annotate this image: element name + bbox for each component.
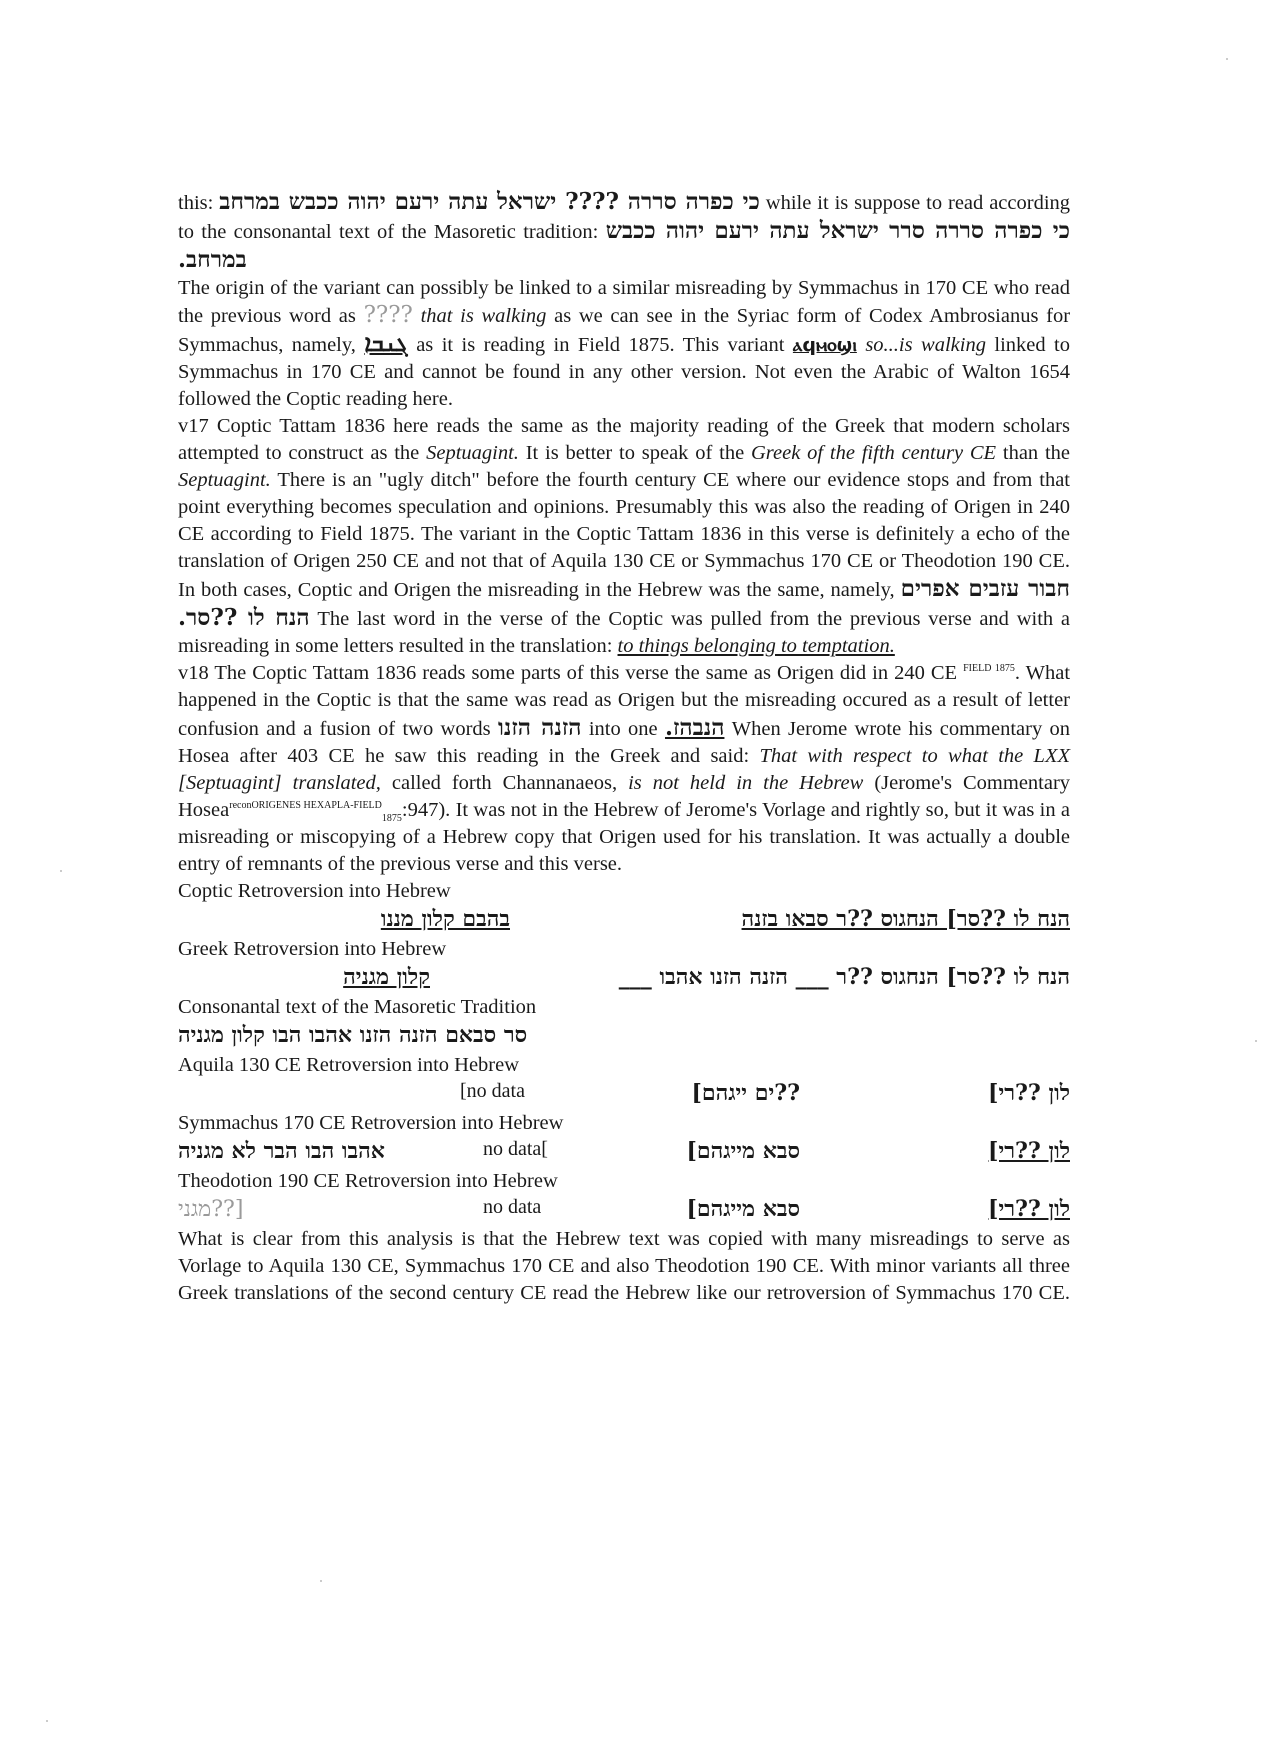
scan-speck — [320, 1580, 322, 1582]
aquila-mid: ??ים ייגהם] — [691, 1080, 800, 1106]
field-superscript: FIELD 1875 — [963, 663, 1015, 675]
paragraph-v17 — [178, 413, 1070, 660]
v17-text-3: than the — [1002, 442, 1071, 464]
symmachus-mid: סבא מייגהם] — [686, 1138, 800, 1164]
jerome-quote-1: That with respect to what the LXX [Septuagint] translated, — [178, 745, 1071, 794]
mt-label: Consonantal text of the Masoretic Tradition — [178, 996, 537, 1018]
greek-retro-label: Greek Retroversion into Hebrew — [178, 938, 447, 960]
symmachus-nodata: no data[ — [483, 1138, 548, 1160]
theodotion-nodata: no data — [483, 1196, 542, 1218]
scan-speck — [1255, 1040, 1257, 1042]
symmachus-label: Symmachus 170 CE Retroversion into Hebrew — [178, 1112, 564, 1134]
mt-text: סר סבאם הזנה הזנו אהבו הבו קלון מגניה — [178, 1022, 528, 1048]
theodotion-right: לון ??רי] — [988, 1196, 1070, 1222]
hebrew-walking: ???? — [363, 302, 413, 328]
theodotion-label: Theodotion 190 CE Retroversion into Hebrew — [178, 1170, 558, 1192]
coptic-retro-right: הנח לו ??סר] הנחגוס ??ר סבאו בזנה — [741, 906, 1070, 932]
aquila-label: Aquila 130 CE Retroversion into Hebrew — [178, 1054, 520, 1076]
syriac-word: ܓܢܒܐ — [364, 330, 408, 357]
greek-fifth-century: Greek of the fifth century CE — [751, 442, 997, 464]
v17-hebrew: חבור עזבים אפרים הנח לו ??סר. — [178, 575, 1071, 631]
aquila-nodata: [no data — [460, 1080, 525, 1102]
scan-speck — [1226, 58, 1228, 60]
greek-retro-right: הנח לו ??סר] הנחגוס ??ר ___ הזנה הזנו אהבו ___ — [618, 964, 1070, 990]
tradition-label: tradition: — [523, 221, 599, 243]
coptic-retro-row — [178, 904, 1070, 936]
greek-retro-left: קלון מגניה — [343, 964, 430, 990]
symmachus-left: אהבו הבו הבר לא מגניה — [178, 1138, 385, 1164]
so-walking-italic: so...is walking — [865, 334, 986, 356]
origin-text-2: as we can see in the Syriac form of Codex Ambrosianus for Symmachus, namely, — [178, 305, 1071, 356]
scan-speck — [46, 1720, 48, 1722]
v17-text-5: The last word in the verse of the Coptic was pulled from the previous verse and with a misreading in some letters resulted in the translation: — [178, 608, 1071, 657]
v18-text-6: (Jerome's Commentary Hosea — [178, 772, 1071, 821]
theodotion-left: [??מגני — [178, 1197, 244, 1222]
origin-text-3: as it is reading in Field 1875. This variant — [416, 334, 785, 356]
coptic-word: ⲁϥⲙⲟϣⲓ — [792, 334, 857, 356]
hebrew-variant-line: כי כפרה סררה ???? ישראל עתה ירעם יהוה ככבש במרחב — [219, 188, 760, 215]
theodotion-row — [178, 1194, 1070, 1226]
v18-text-7: :947). It was not in the Hebrew of Jerome's Vorlage and rightly so, but it was in a misreading or miscopying of a Hebrew copy that Origen used for his translation. It was actually a double entry of remnants of the previous verse and this verse. — [178, 799, 1070, 875]
coptic-retro-left: בהבם קלון מננו — [380, 906, 510, 932]
v18-text-4: When Jerome wrote his commentary on Hosea after 403 CE he saw this reading in the Greek and said: — [178, 718, 1071, 767]
line-masoretic-intro: while it is suppose to read according to the consonantal text of the Masoretic — [178, 192, 1071, 243]
this-label: this: — [178, 192, 214, 214]
paragraph-this — [178, 188, 1070, 275]
v17-text-1: v17 Coptic Tattam 1836 here reads the same as the majority reading of the Greek that modern scholars attempted to construct as the — [178, 415, 1070, 464]
v17-text-4: There is an "ugly ditch" before the fourth century CE where our evidence stops and from that point everything becomes speculation and opinions. Presumably this was also the reading of Origen in 240 CE according to Field 1875. The variant in the Coptic Tattam 1836 in this verse is definitely a echo of the translation of Origen 250 CE and not that of Aquila 130 CE or Symmachus 170 CE or Theodotion 190 CE. In both cases, Coptic and Origen the misreading in the Hebrew was the same, namely, — [178, 469, 1070, 601]
field-subscript: 1875 — [381, 813, 402, 825]
septuagint-2: Septuagint. — [178, 469, 271, 491]
origin-text-4: linked to Symmachus in 170 CE and cannot be found in any other version. Not even the Arabic of Walton 1654 followed the Coptic reading here. — [178, 334, 1071, 410]
origin-text-1: The origin of the variant can possibly be linked to a similar misreading by Symmachus in 170 CE who read the previous word as — [178, 277, 1070, 327]
conclusion-paragraph: What is clear from this analysis is that the Hebrew text was copied with many misreadings to serve as Vorlage to Aquila 130 CE, Symmachus 170 CE and also Theodotion 190 CE. With minor variants all three Greek translations of the second century CE read the Hebrew like our retroversion of Symmachus 170 CE. — [178, 1228, 1070, 1304]
paragraph-v18 — [178, 660, 1070, 878]
paragraph-origin — [178, 275, 1070, 413]
mt-row — [178, 1020, 1070, 1052]
v17-text-2: It is better to speak of the — [525, 442, 745, 464]
v18-text-1: v18 The Coptic Tattam 1836 reads some parts of this verse the same as Origen did in 240 CE — [178, 662, 958, 684]
symmachus-right: לון ??רי] — [988, 1138, 1070, 1164]
greek-retro-row — [178, 962, 1070, 994]
symmachus-row — [178, 1136, 1070, 1168]
document-page — [178, 188, 1070, 1307]
v18-text-3: into one — [588, 718, 658, 740]
hebrew-one-word: הנבהז. — [664, 714, 725, 741]
walking-italic: that is walking — [420, 305, 547, 327]
septuagint-1: Septuagint. — [426, 442, 519, 464]
v18-text-2: . What happened in the Coptic is that the same was read as Origen but the misreading occured as a result of letter confusion and a fusion of two words — [178, 662, 1071, 740]
v18-text-5: called forth Channanaeos, — [391, 772, 618, 794]
aquila-row — [178, 1078, 1070, 1110]
scan-speck — [60, 870, 62, 872]
jerome-quote-2: is not held in the Hebrew — [628, 772, 864, 794]
theodotion-mid: סבא מייגהם] — [686, 1196, 800, 1222]
hebrew-masoretic-line: כי כפרה סררה סרר ישראל עתה ירעם יהוה ככבש במרחב. — [178, 217, 1071, 273]
hebrew-two-words: הזנה הזנו — [497, 714, 582, 741]
coptic-retro-label: Coptic Retroversion into Hebrew — [178, 880, 451, 902]
aquila-right: לון ??רי] — [988, 1080, 1070, 1106]
temptation-phrase: to things belonging to temptation. — [617, 635, 895, 657]
recon-superscript: reconORIGENES HEXAPLA-FIELD — [229, 800, 382, 812]
